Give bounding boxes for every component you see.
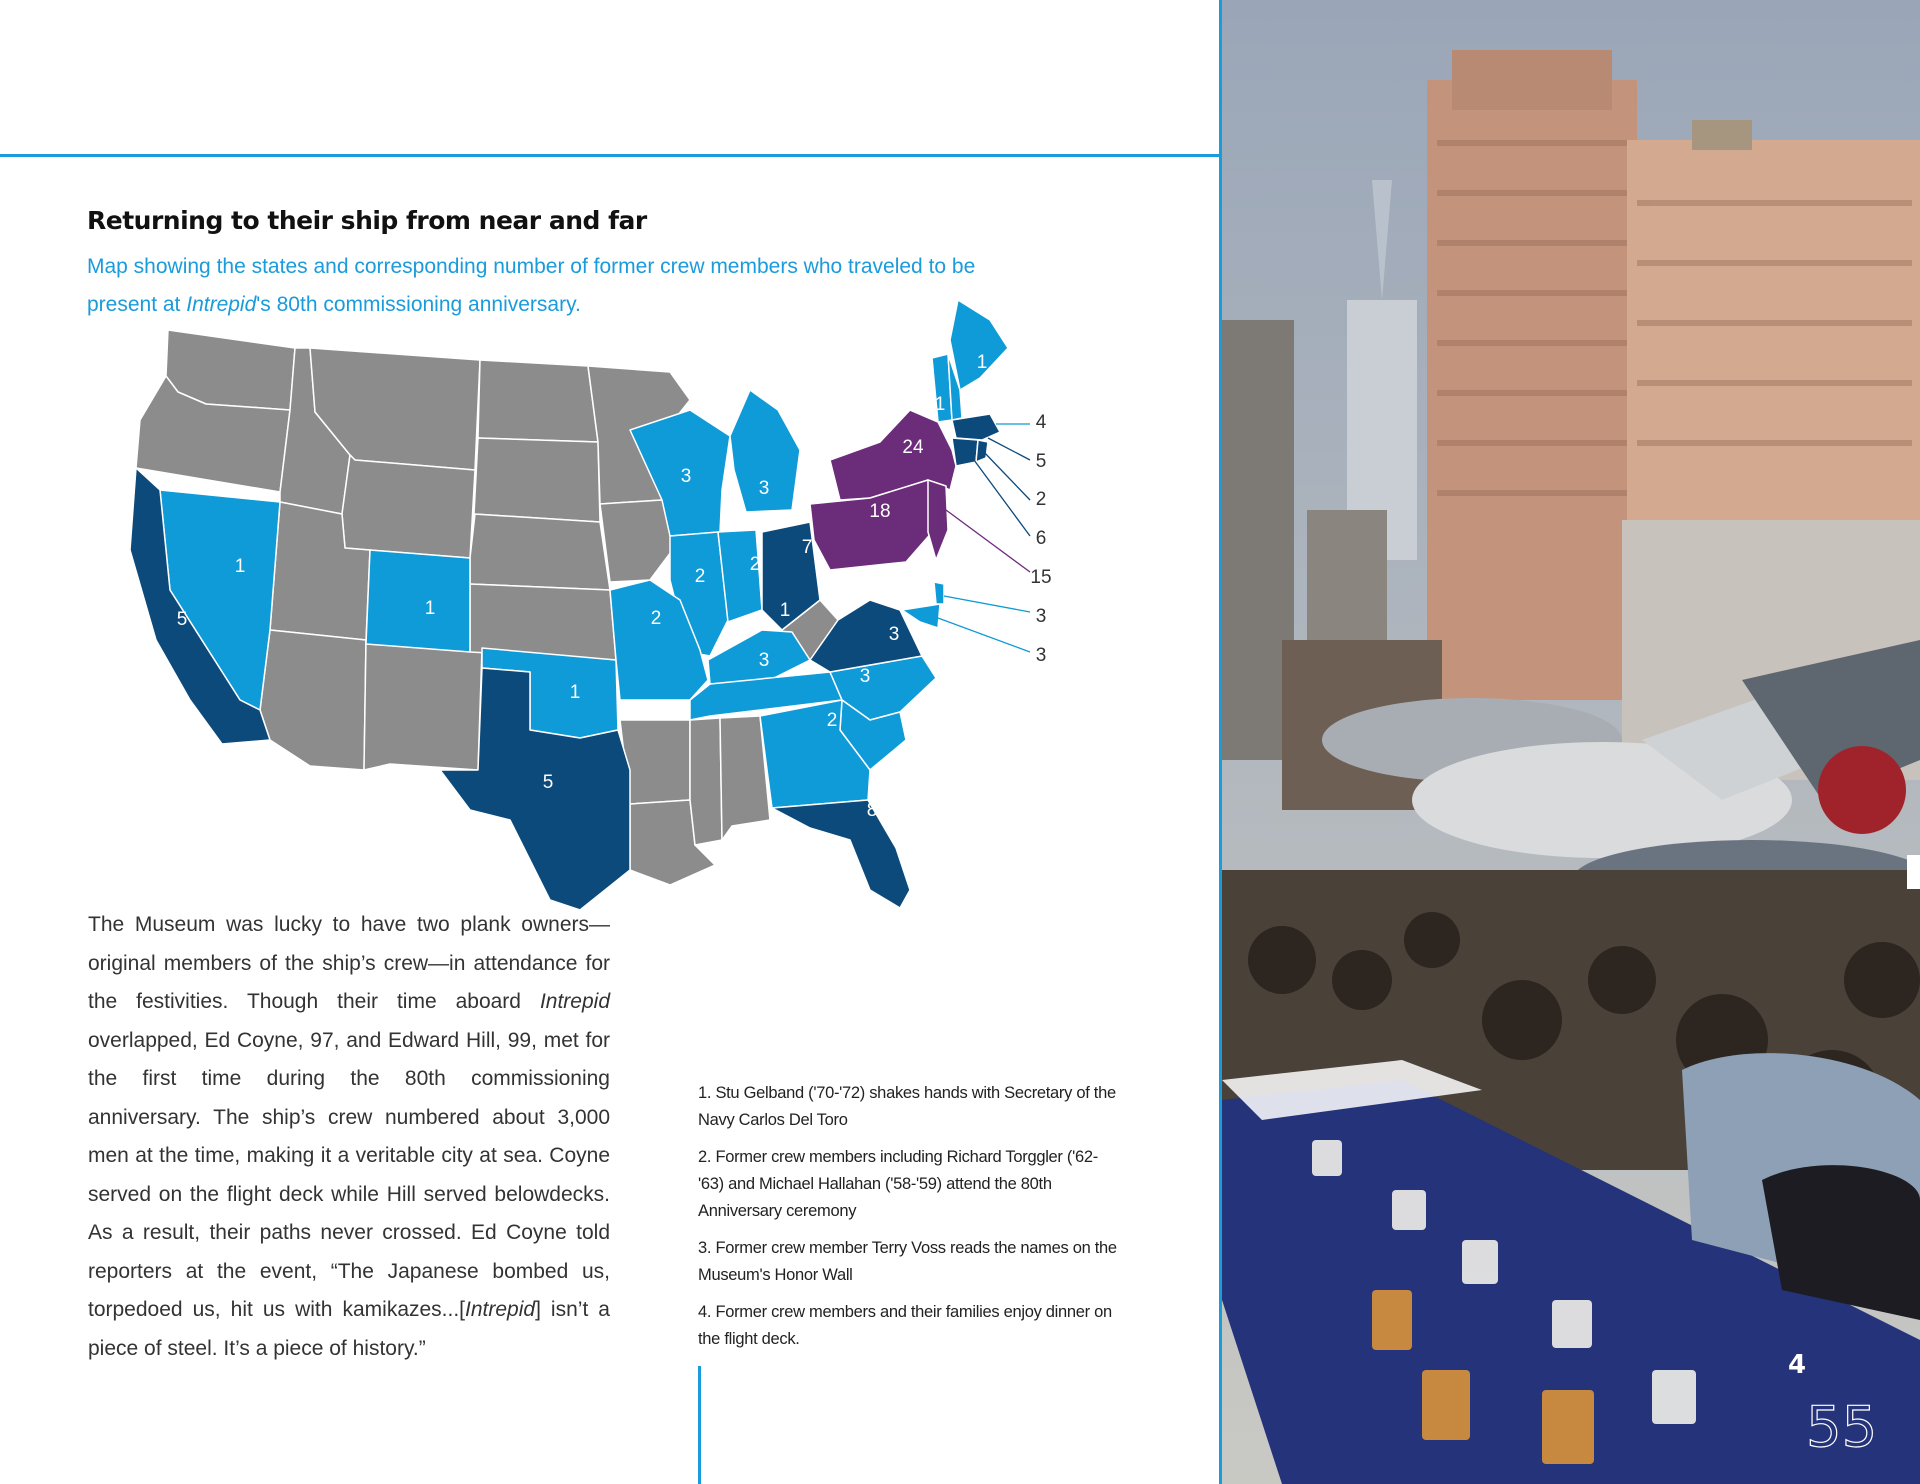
flight-deck-dinner-photo [1222, 0, 1920, 1484]
label-mo: 2 [650, 608, 662, 629]
label-nc: 3 [888, 624, 900, 645]
label-va: 6 [888, 576, 900, 597]
label-sc: 3 [859, 666, 871, 687]
label-pa: 18 [869, 501, 891, 522]
caption-1: 1. Stu Gelband ('70-'72) shakes hands with Secretary of the Navy Carlos Del Toro [698, 1084, 1116, 1129]
callout-de: 3 [1035, 606, 1047, 627]
state-nd [478, 360, 598, 442]
state-nj [928, 480, 948, 560]
us-crew-map [110, 300, 1070, 910]
label-tx: 5 [542, 772, 554, 793]
label-ga: 2 [826, 710, 838, 731]
state-wy [342, 455, 475, 558]
label-ny: 24 [902, 437, 924, 458]
label-oh: 7 [801, 537, 813, 558]
label-me: 1 [976, 352, 988, 373]
caption-3: 3. Former crew member Terry Voss reads the names on the Museum's Honor Wall [698, 1239, 1117, 1284]
label-wi: 3 [680, 466, 692, 487]
state-sd [474, 438, 600, 522]
state-ms [690, 718, 722, 845]
state-ri [976, 440, 988, 462]
label-ky: 1 [779, 600, 791, 621]
edge-tab [1907, 855, 1920, 889]
top-rule [0, 154, 1222, 157]
label-nv: 1 [234, 556, 246, 577]
state-az [260, 630, 366, 770]
callout-ri: 5 [1035, 451, 1047, 472]
label-in: 2 [749, 554, 761, 575]
label-tn: 3 [758, 650, 770, 671]
body-paragraph: The Museum was lucky to have two plank owners—original members of the ship’s crew—in attendance for the festivities. Though their time aboard Intrepid overlapped, Ed Coyne, 97, and Edward Hill, 99, met for the first time during the 80th commissioning anniversary. The ship’s crew numbered about 3,000 men at the time, making it a veritable city at sea. Coyne served on the flight deck while Hill served belowdecks. As a result, their paths never crossed. Ed Coyne told reporters at the event, “The Japanese bombed us, torpedoed us, hit us with kamikazes...[Intrepid] isn’t a piece of steel. It’s a piece of history.” [88, 913, 610, 1360]
state-ct [952, 438, 978, 466]
caption-2: 2. Former crew members including Richard Torggler ('62-'63) and Michael Hallahan ('58-'59) attend the 80th Anniversary ceremony [698, 1148, 1098, 1220]
photo-number: 4 [1788, 1350, 1807, 1380]
state-fl [772, 800, 910, 908]
map-title: Returning to their ship from near and far [87, 206, 647, 235]
callout-nj: 15 [1030, 567, 1052, 588]
callout-md: 3 [1035, 645, 1047, 666]
state-me [950, 300, 1008, 390]
label-co: 1 [424, 598, 436, 619]
page-number: 55 [1806, 1395, 1878, 1460]
photo-captions [698, 1080, 1118, 1363]
state-de [934, 582, 944, 604]
callout-ct: 2 [1035, 489, 1047, 510]
label-fl: 8 [866, 800, 878, 821]
state-nm [364, 640, 482, 770]
label-ca: 5 [176, 609, 188, 630]
caption-rule [698, 1366, 701, 1484]
map-subtitle: Map showing the states and corresponding number of former crew members who traveled to be present at Intrepid's 80th commissioning anniversary. [87, 255, 976, 316]
label-il: 2 [694, 566, 706, 587]
label-ok: 1 [569, 682, 581, 703]
label-mi: 3 [758, 478, 770, 499]
callout-nh: 6 [1035, 528, 1047, 549]
state-ne [470, 514, 610, 590]
caption-4: 4. Former crew members and their families enjoy dinner on the flight deck. [698, 1303, 1112, 1348]
label-vt: 1 [934, 394, 946, 415]
callout-ma: 4 [1035, 412, 1047, 433]
state-co [366, 550, 470, 652]
